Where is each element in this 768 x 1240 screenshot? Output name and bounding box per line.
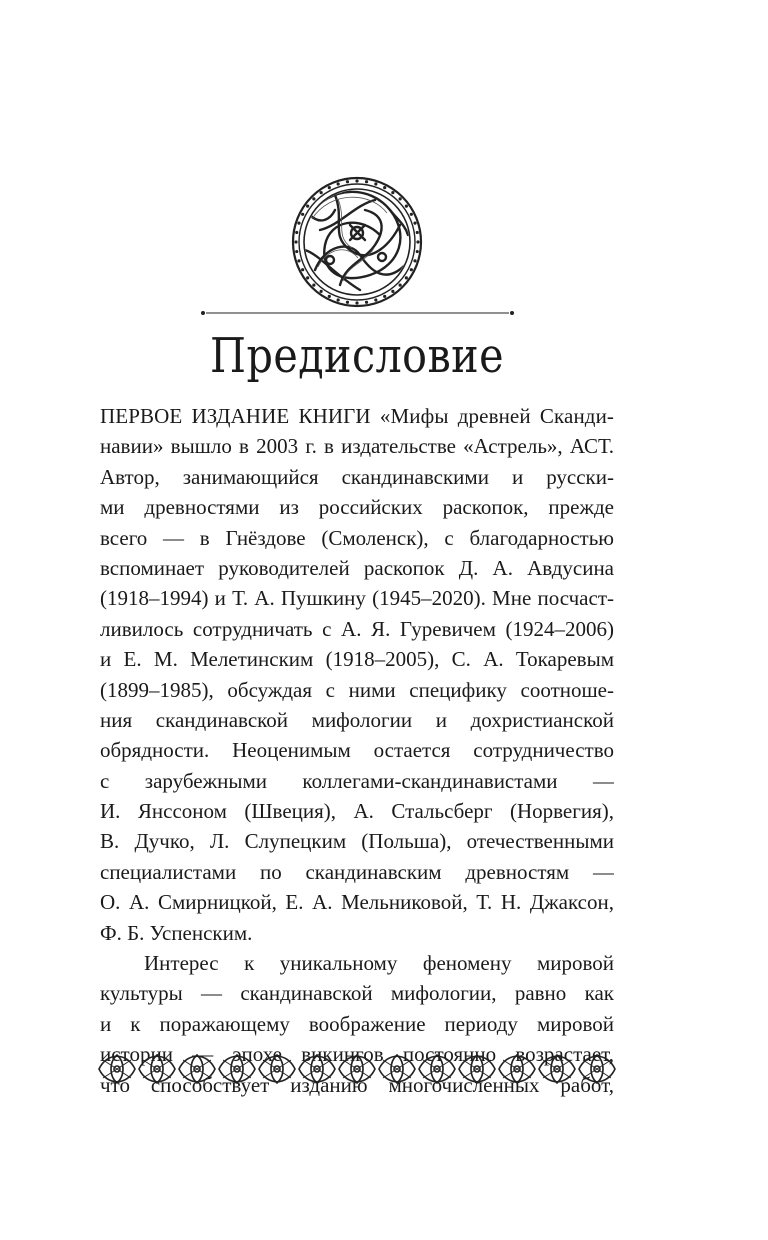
text-line: всего — в Гнёздове (Смоленск), с благодарностью — [100, 525, 614, 550]
knotwork-medallion-icon — [290, 175, 424, 309]
text-line: культуры — скандинавской мифологии, равно как — [100, 981, 614, 1006]
text-line: Интерес к уникальному феномену мировой — [144, 951, 614, 976]
text-line: И. Янссоном (Швеция), А. Стальсберг (Норвегия), — [100, 799, 614, 824]
text-line: (1899–1985), обсуждая с ними специфику соотноше- — [100, 677, 614, 702]
text-line: О. А. Смирницкой, Е. А. Мельниковой, Т. Н. Джаксон, — [100, 890, 614, 915]
text-line: Ф. Б. Успенским. — [100, 920, 253, 945]
text-line: ми древностями из российских раскопок, прежде — [100, 495, 614, 520]
text-line: с зарубежными коллегами-скандинавистами — — [100, 768, 614, 793]
text-line: вспоминает руководителей раскопок Д. А. Авдусина — [100, 555, 614, 580]
text-line: Автор, занимающийся скандинавскими и русски- — [100, 464, 614, 489]
text-line: истории — эпохе викингов постоянно возрастает, — [100, 1042, 614, 1067]
text-line: навии» вышло в 2003 г. в издательстве «Астрель», АСТ. — [100, 434, 614, 459]
text-line: обрядности. Неоценимым остается сотрудничество — [100, 738, 614, 763]
text-line: специалистами по скандинавским древностям — — [100, 859, 614, 884]
body-text — [100, 401, 614, 1100]
text-line: ПЕРВОЕ ИЗДАНИЕ КНИГИ «Мифы древней Сканди- — [100, 404, 614, 428]
text-line: В. Дучко, Л. Слупецким (Польша), отечественными — [100, 829, 614, 854]
chapter-title: Предисловие — [210, 328, 504, 384]
text-line: ния скандинавской мифологии и дохристианской — [100, 707, 614, 732]
text-line: и к поражающему воображение периоду мировой — [100, 1011, 614, 1036]
text-line: (1918–1994) и Т. А. Пушкину (1945–2020). Мне посчаст- — [100, 586, 614, 611]
text-line: ливилось сотрудничать с А. Я. Гуревичем (1924–2006) — [100, 616, 614, 641]
knotwork-border-icon — [97, 1050, 617, 1088]
text-line: и Е. М. Мелетинским (1918–2005), С. А. Токаревым — [100, 647, 614, 672]
text-line: что способствует изданию многочисленных работ, — [100, 1072, 614, 1097]
title-rule — [200, 310, 515, 316]
paragraph-1 — [100, 401, 614, 948]
